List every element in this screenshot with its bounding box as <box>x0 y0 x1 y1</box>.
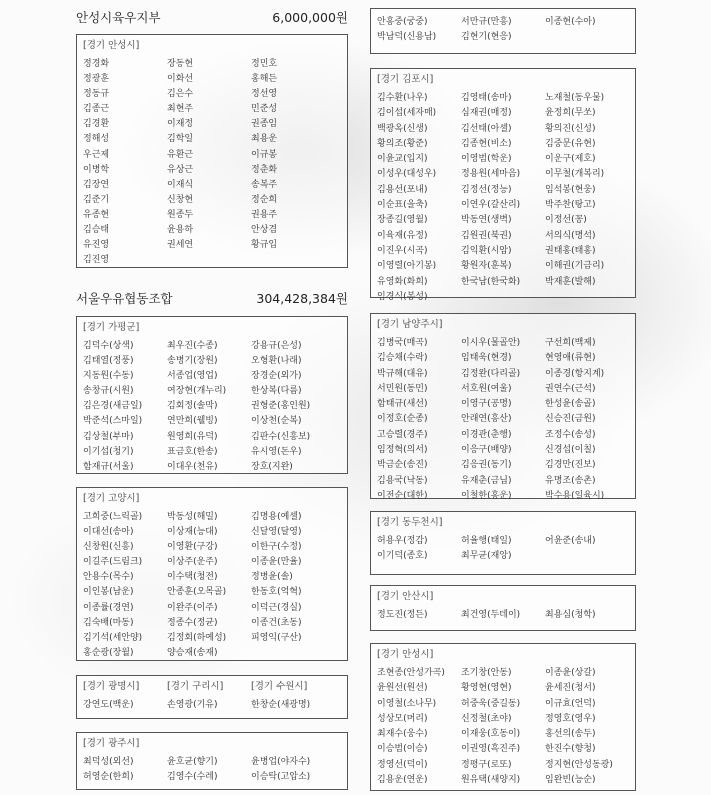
group-box-anseong-2 <box>370 643 636 791</box>
group-title: [경기 구리시] <box>167 681 224 692</box>
member-name: 한성윤(송골) <box>545 399 596 410</box>
member-name: 신창원(신흥) <box>83 542 134 553</box>
member-name: 홍순광(장월) <box>83 647 134 658</box>
member-name: 김선태(아셀) <box>461 123 512 134</box>
member-name: 박동연(생벽) <box>461 215 512 226</box>
member-name: 서종업(영업) <box>167 371 218 382</box>
member-name: 이상천(순복) <box>251 416 302 427</box>
member-name: 임완빈(능순) <box>545 775 596 786</box>
member-name: 이덕근(경실) <box>251 602 302 613</box>
member-name: 이종률(경연) <box>83 602 134 613</box>
member-name: 고승렬(경주) <box>377 429 428 440</box>
member-name: 김응권(동기) <box>461 460 512 471</box>
group-title: [경기 가평군] <box>83 322 140 333</box>
member-name: 김경만(진보) <box>545 460 596 471</box>
member-name: 조현종(안성가곡) <box>377 668 445 678</box>
member-name: 유상근 <box>167 164 194 175</box>
member-name: 윤원선(원선) <box>377 683 428 694</box>
member-name: 이시우(물골안) <box>461 338 521 348</box>
member-name: 김용선(포내) <box>377 184 428 195</box>
member-name: 이연우(갈산리) <box>461 200 521 211</box>
member-name: 송복주 <box>251 179 278 190</box>
name-grid <box>377 534 629 565</box>
member-name: 장종길(영월) <box>377 215 428 226</box>
group-suwon <box>251 680 341 712</box>
section-title: 서울우유협동조합 <box>76 291 173 306</box>
member-name: 안래연(흥산) <box>461 414 512 425</box>
member-name: 김승태 <box>83 225 110 236</box>
member-name: 권연수(근석) <box>545 383 596 394</box>
member-name: 이운구(제호) <box>545 154 596 165</box>
member-name: 김수환(나우) <box>377 93 428 103</box>
member-name: 노재철(동우물) <box>545 93 605 103</box>
member-name: 신달영(달영) <box>251 527 302 538</box>
member-name: 황의진(신성) <box>545 123 596 134</box>
member-name: 김진영 <box>83 255 110 266</box>
member-name: 최건영(두데이) <box>461 610 521 620</box>
group-title: [경기 광주시] <box>83 738 140 749</box>
member-name: 박준석(스마일) <box>83 416 143 427</box>
member-name: 이길주(드림크) <box>83 557 143 568</box>
name-grid <box>83 57 341 268</box>
member-name: 정병윤(솔) <box>251 572 293 583</box>
member-name: 한진수(향청) <box>545 744 596 755</box>
member-name: 원종두 <box>167 209 194 220</box>
member-name: 최재수(웅수) <box>377 729 428 740</box>
member-name: 어윤준(송내) <box>545 536 596 546</box>
member-name: 임태욱(현경) <box>461 353 512 364</box>
member-name: 최현주 <box>167 104 194 115</box>
member-name: 이승범(이승) <box>377 744 428 755</box>
member-name: 연만희(웰빙) <box>167 416 218 427</box>
name-grid <box>377 336 629 504</box>
member-name: 김종현(비소) <box>461 138 512 149</box>
member-name: 한국남(한국화) <box>461 276 521 287</box>
member-name: 지동원(수동) <box>83 371 134 382</box>
member-name: 정평구(로또) <box>461 759 512 770</box>
member-name: 박규해(대유) <box>377 368 428 379</box>
member-name: 김중문(유현) <box>545 138 596 149</box>
name-grid <box>377 15 629 46</box>
group-box-namyangju <box>370 313 636 499</box>
member-name: 김명용(예셀) <box>251 512 302 522</box>
group-title: [경기 김포시] <box>377 74 434 85</box>
member-name: 권세연 <box>167 240 194 251</box>
group-box-gapyeong <box>76 316 348 474</box>
member-name: 김상철(부마) <box>83 431 134 442</box>
member-name: 이해권(기금리) <box>545 261 605 272</box>
member-name: 최무균(재앙) <box>461 551 512 562</box>
member-name: 유진영 <box>83 240 110 251</box>
member-name: 서만규(만흥) <box>461 17 512 27</box>
member-name: 이병학 <box>83 164 110 175</box>
member-name: 조기창(안동) <box>461 668 512 678</box>
member-name: 유환근 <box>167 149 194 160</box>
member-name: 김영수(수레) <box>167 772 218 783</box>
member-name: 이철한(홍운) <box>461 490 512 501</box>
member-name: 김원권(북권) <box>461 230 512 241</box>
member-name: 박주찬(탕고) <box>545 200 596 211</box>
member-name: 조정수(송성) <box>545 429 596 440</box>
member-name: 황의조(황준) <box>377 138 428 149</box>
group-guri <box>167 680 251 712</box>
member-name: 허영순(한희) <box>83 772 134 783</box>
member-name: 이권영(흑진주) <box>461 744 521 755</box>
member-name: 유종현 <box>83 209 110 220</box>
member-name: 안종훈(오목골) <box>167 587 227 598</box>
group-box-gwangju <box>76 732 348 790</box>
member-name: 서의식(명석) <box>545 230 596 241</box>
member-name: 이육재(유정) <box>377 230 428 241</box>
member-name: 황규입 <box>251 240 278 251</box>
member-name: 박재훈(발해) <box>545 276 596 287</box>
member-name: 피영익(구산) <box>251 632 302 643</box>
member-name: 이수택(청전) <box>167 572 218 583</box>
member-name: 최덕성(외선) <box>83 757 134 767</box>
member-name: 안상겸 <box>251 225 278 236</box>
member-name: 정경화 <box>83 59 110 69</box>
group-gwangmyeong <box>83 680 167 712</box>
member-name: 유영화(화희) <box>377 276 428 287</box>
member-name: 정민호 <box>251 59 278 69</box>
member-name: 김덕수(상색) <box>83 341 134 351</box>
member-name: 허중욱(중길동) <box>461 698 521 709</box>
member-name: 김정완(다리골) <box>461 368 521 379</box>
member-name: 김판수(신흥보) <box>251 431 311 442</box>
group-box-dongducheon <box>370 511 636 575</box>
member-name: 윤정희(무쏘) <box>545 108 596 119</box>
member-name: 이상주(운주) <box>167 557 218 568</box>
member-name: 송병기(장원) <box>167 356 218 367</box>
section-amount: 304,428,384원 <box>256 291 348 306</box>
group-title: [경기 안성시] <box>377 649 434 660</box>
member-name: 이응구(배양) <box>461 445 512 456</box>
member-name: 이종윤(만율) <box>251 557 302 568</box>
name-grid <box>83 510 341 661</box>
member-name: 서호원(여울) <box>461 383 512 394</box>
member-name: 김이섭(세자매) <box>377 108 437 119</box>
member-name: 이기덕(종호) <box>377 551 428 562</box>
member-name: 홍해든 <box>251 74 278 85</box>
member-name: 이재웅(호동이) <box>461 729 521 740</box>
group-title: [경기 안성시] <box>83 40 140 51</box>
member-name: 이전순(대한) <box>377 490 428 501</box>
member-name: 이종경(항지계) <box>545 368 605 379</box>
name-grid <box>377 91 629 305</box>
member-name: 김은수 <box>167 89 194 100</box>
section-amount: 6,000,000원 <box>272 10 348 25</box>
group-box-anseong <box>76 34 348 268</box>
member-name: 권태홍(태홍) <box>545 245 596 256</box>
member-name: 김회정(솔막) <box>167 401 218 412</box>
group-title: [경기 광명시] <box>83 681 140 692</box>
member-name: 이영철(소나무) <box>377 698 437 709</box>
member-name: 이경관(춘행) <box>461 429 512 440</box>
member-name: 심재권(매정) <box>461 108 512 119</box>
member-name: 윤세진(청서) <box>545 683 596 694</box>
member-name: 이순표(을축) <box>377 200 428 211</box>
member-name: 권종임 <box>251 119 278 130</box>
member-name: 이상재(능대) <box>167 527 218 538</box>
member-name: 정영선(덕이) <box>377 759 428 770</box>
member-name: 한상복(다름) <box>251 386 302 397</box>
member-name: 권용주 <box>251 209 278 220</box>
member-name: 이영렬(아기봉) <box>377 261 437 272</box>
member-name: 강연도(백운) <box>83 700 134 710</box>
member-name: 박남덕(신용남) <box>377 32 437 43</box>
member-name: 민준성 <box>251 104 278 115</box>
member-name: 박수용(일육시) <box>545 490 605 501</box>
section-title: 안성시육우지부 <box>76 10 161 25</box>
member-name: 홍선의(송두) <box>545 729 596 740</box>
member-name: 이영환(구강) <box>167 542 218 553</box>
member-name: 윤용하 <box>167 225 194 236</box>
member-name: 이한구(수정) <box>251 542 302 553</box>
member-name: 신창현 <box>167 194 194 205</box>
member-name: 함태규(새선) <box>377 399 428 410</box>
member-name: 김정회(하예성) <box>167 632 227 643</box>
name-grid <box>83 755 341 785</box>
member-name: 안홍중(궁중) <box>377 17 428 27</box>
member-name: 임석봉(현웅) <box>545 184 596 195</box>
member-name: 김승채(수락) <box>377 353 428 364</box>
member-name: 양승재(송재) <box>167 647 218 658</box>
member-name: 김영태(송마) <box>461 93 512 103</box>
member-name: 정지현(안성동광) <box>545 759 613 770</box>
member-name: 김경환 <box>83 119 110 130</box>
member-name: 이재정 <box>167 119 194 130</box>
member-name: 이대선(송아) <box>83 527 134 538</box>
member-name: 안용수(목수) <box>83 572 134 583</box>
member-name: 이기섭(청기) <box>83 446 134 457</box>
member-name: 최용운 <box>251 134 278 145</box>
section-seoul-milk-header <box>76 289 348 307</box>
member-name: 유재춘(금님) <box>461 475 512 486</box>
member-name: 이종건(초동) <box>251 617 302 628</box>
name-grid <box>377 666 629 788</box>
member-name: 성상모(머리) <box>377 713 428 724</box>
member-name: 김익환(시암) <box>461 245 512 256</box>
member-name: 원영희(유덕) <box>167 431 218 442</box>
member-name: 이규효(언덕) <box>545 698 596 709</box>
member-name: 이대우(천유) <box>167 461 218 472</box>
member-name: 이성우(대성우) <box>377 169 437 180</box>
member-name: 정도진(정든) <box>377 610 428 620</box>
member-name: 이승탁(고압소) <box>251 772 311 783</box>
member-name: 김정선(정능) <box>461 184 512 195</box>
member-name: 이화선 <box>167 74 194 85</box>
member-name: 이완주(이주) <box>167 602 218 613</box>
group-box-goyang <box>76 487 348 661</box>
name-grid <box>83 339 341 475</box>
member-name: 강용규(은성) <box>251 341 302 351</box>
member-name: 구선희(백제) <box>545 338 596 348</box>
member-name: 김용국(낙동) <box>377 475 428 486</box>
member-name: 김은경(새금일) <box>83 401 143 412</box>
member-name: 표금호(한송) <box>167 446 218 457</box>
member-name: 손영광(기유) <box>167 700 218 710</box>
member-name: 장경순(외가) <box>251 371 302 382</box>
member-name: 서민원(동민) <box>377 383 428 394</box>
member-name: 우근제 <box>83 149 110 160</box>
member-name: 신경섭(이칠) <box>545 445 596 456</box>
member-name: 허용우(정감) <box>377 536 428 546</box>
member-name: 고희중(느릭골) <box>83 512 143 522</box>
member-name: 한동호(억혁) <box>251 587 302 598</box>
member-name: 정영호(영우) <box>545 713 596 724</box>
name-grid <box>377 608 629 623</box>
member-name: 신정철(초야) <box>461 713 512 724</box>
member-name: 이재식 <box>167 179 194 190</box>
member-name: 정용원(세마음) <box>461 169 521 180</box>
group-box-ansan <box>370 585 636 631</box>
member-name: 한창순(새광명) <box>251 700 311 710</box>
member-name: 허율행(태일) <box>461 536 512 546</box>
member-name: 백광옥(신생) <box>377 123 428 134</box>
member-name: 정춘화 <box>251 164 278 175</box>
member-name: 김장연 <box>83 179 110 190</box>
member-name: 윤호균(향기) <box>167 757 218 767</box>
member-name: 이종윤(상갈) <box>545 668 596 678</box>
member-name: 김종근 <box>83 104 110 115</box>
member-name: 박금순(송진) <box>377 460 428 471</box>
member-name: 김용운(연운) <box>377 775 428 786</box>
member-name: 장호(지완) <box>251 461 293 472</box>
member-name: 최우진(수종) <box>167 341 218 351</box>
member-name: 김태열(정풍) <box>83 356 134 367</box>
member-name: 유명조(송촌) <box>545 475 596 486</box>
group-title: [경기 동두천시] <box>377 517 443 528</box>
member-name: 오형환(나래) <box>251 356 302 367</box>
member-name: 정광훈 <box>83 74 110 85</box>
group-title: [경기 수원시] <box>251 681 308 692</box>
member-name: 정순희 <box>251 194 278 205</box>
member-name: 김현기(현응) <box>461 32 512 43</box>
section-anseong-branch-header <box>76 8 348 26</box>
member-name: 여장현(개누리) <box>167 386 227 397</box>
member-name: 권형준(홍인원) <box>251 401 311 412</box>
member-name: 신승진(금원) <box>545 414 596 425</box>
member-name: 박동성(해밀) <box>167 512 218 522</box>
group-title: [경기 남양주시] <box>377 319 443 330</box>
member-name: 이진우(시곡) <box>377 245 428 256</box>
group-title: [경기 안산시] <box>377 591 434 602</box>
group-box-gimpo <box>370 68 636 302</box>
member-name: 이인봉(남운) <box>83 587 134 598</box>
member-name: 이무철(개복리) <box>545 169 605 180</box>
member-name: 황원자(훈복) <box>461 261 512 272</box>
member-name: 이종현(수아) <box>545 17 596 27</box>
member-name: 이규봉 <box>251 149 278 160</box>
member-name: 김준기 <box>83 194 110 205</box>
member-name: 이정호(순종) <box>377 414 428 425</box>
member-name: 임경식(봉성) <box>377 291 428 302</box>
group-title: [경기 고양시] <box>83 493 140 504</box>
member-name: 송창규(시원) <box>83 386 134 397</box>
group-box-gwangmyeong-guri-suwon <box>76 675 348 719</box>
member-name: 함재규(서울) <box>83 461 134 472</box>
member-name: 임정혁(의서) <box>377 445 428 456</box>
member-name: 김학일 <box>167 134 194 145</box>
member-name: 이영범(학운) <box>461 154 512 165</box>
member-name: 이윤교(입지) <box>377 154 428 165</box>
group-box-continued <box>370 8 636 54</box>
member-name: 정동규 <box>83 89 110 100</box>
member-name: 최용심(청학) <box>545 610 596 620</box>
member-name: 김숙배(마동) <box>83 617 134 628</box>
member-name: 원유택(새양지) <box>461 775 521 786</box>
member-name: 정해성 <box>83 134 110 145</box>
member-name: 정종수(정균) <box>167 617 218 628</box>
member-name: 유시영(돈우) <box>251 446 302 457</box>
member-name: 김병국(매곡) <box>377 338 428 348</box>
member-name: 윤병업(야자수) <box>251 757 311 767</box>
member-name: 황영현(영현) <box>461 683 512 694</box>
member-name: 이정선(꽁) <box>545 215 587 226</box>
member-name: 장동현 <box>167 59 194 69</box>
member-name: 김기석(세안양) <box>83 632 143 643</box>
member-name: 현영애(류현) <box>545 353 596 364</box>
member-name: 정선영 <box>251 89 278 100</box>
member-name: 이영구(공명) <box>461 399 512 410</box>
